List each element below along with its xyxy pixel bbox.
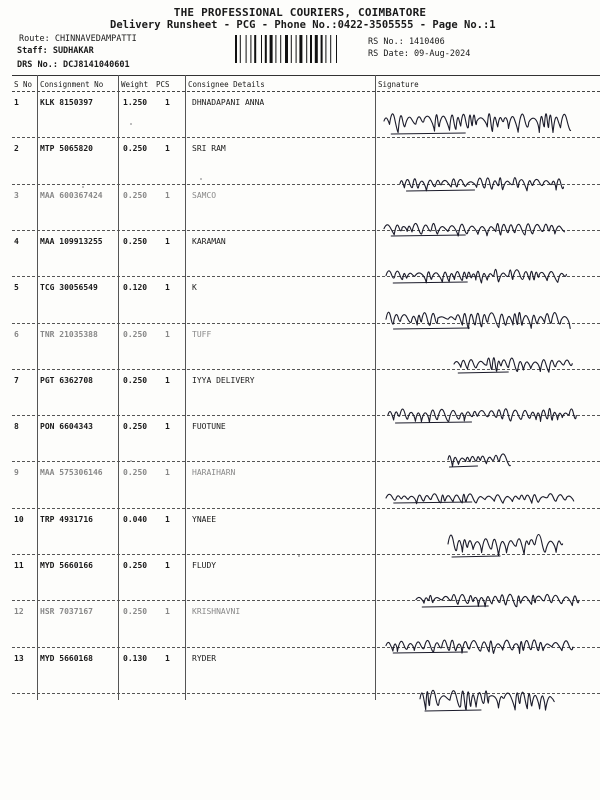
- row-weight: 0.250: [123, 144, 148, 154]
- row-weight: 0.130: [123, 653, 148, 663]
- row-weight: 1.250: [123, 98, 148, 107]
- paper-speck: [130, 123, 132, 125]
- row-weight: 0.250: [123, 375, 148, 385]
- col-head-pcs: PCS: [156, 80, 170, 89]
- row-consignment-no: PON 6604343: [40, 422, 93, 432]
- handwritten-signature: [384, 260, 569, 286]
- row-weight: 0.250: [123, 468, 148, 478]
- row-weight: 0.120: [123, 283, 148, 293]
- row-consignment-no: MYD 5660166: [40, 561, 93, 570]
- col-head-consignee: Consignee Details: [188, 80, 265, 89]
- handwritten-signature: [382, 213, 567, 239]
- row-pcs: 1: [165, 283, 170, 293]
- row-consignee: IYYA DELIVERY: [192, 375, 255, 385]
- row-consignment-no: MTP 5065820: [40, 144, 93, 154]
- row-sno: 10: [14, 514, 24, 524]
- handwritten-signature: [414, 584, 579, 610]
- row-pcs: 1: [165, 144, 170, 154]
- row-sno: 3: [14, 190, 19, 200]
- staff-label: Staff: SUDHAKAR: [17, 46, 94, 56]
- paper-speck: [130, 460, 132, 462]
- row-consignment-no: MYD 5660168: [40, 653, 93, 663]
- table-top-border: [12, 75, 600, 76]
- column-divider: [118, 75, 119, 700]
- row-sno: 4: [14, 236, 19, 246]
- handwritten-signature: [384, 300, 574, 332]
- row-divider: [12, 508, 600, 509]
- row-pcs: 1: [165, 375, 170, 385]
- handwritten-signature: [418, 676, 558, 714]
- rs-date: RS Date: 09-Aug-2024: [368, 49, 471, 59]
- row-pcs: 1: [165, 561, 170, 570]
- row-pcs: 1: [165, 422, 170, 432]
- col-head-weight: Weight: [121, 80, 149, 89]
- row-consignee: RYDER: [192, 653, 217, 663]
- row-consignment-no: TNR 21035388: [40, 329, 98, 339]
- handwritten-signature: [446, 444, 516, 470]
- row-pcs: 1: [165, 329, 170, 339]
- row-consignee: K: [192, 283, 197, 293]
- row-consignee: YNAEE: [192, 514, 217, 524]
- row-consignee: SRI RAM: [192, 144, 226, 154]
- handwritten-signature: [384, 630, 569, 656]
- row-consignee: KARAMAN: [192, 236, 226, 246]
- row-sno: 12: [14, 607, 24, 617]
- row-sno: 5: [14, 283, 19, 293]
- row-pcs: 1: [165, 236, 170, 246]
- company-title: THE PROFESSIONAL COURIERS, COIMBATORE: [173, 6, 427, 19]
- row-consignment-no: PGT 6362708: [40, 375, 93, 385]
- row-sno: 2: [14, 144, 19, 154]
- row-consignee: FLUDY: [192, 561, 217, 570]
- row-consignee: DHNADAPANI ANNA: [192, 98, 265, 107]
- row-consignment-no: MAA 575306146: [40, 468, 103, 478]
- row-pcs: 1: [165, 98, 170, 107]
- row-consignment-no: MAA 600367424: [40, 190, 103, 200]
- row-sno: 11: [14, 561, 24, 570]
- row-consignee: HARAIHARN: [192, 468, 236, 478]
- row-pcs: 1: [165, 514, 170, 524]
- column-divider: [375, 75, 376, 700]
- row-divider: [12, 137, 600, 138]
- row-consignee: KRISHNAVNI: [192, 607, 241, 617]
- row-consignee: SAMCO: [192, 190, 217, 200]
- row-pcs: 1: [165, 653, 170, 663]
- handwritten-signature: [382, 97, 567, 137]
- col-head-signature: Signature: [378, 80, 419, 89]
- route-label: Route: CHINNAVEDAMPATTI: [19, 34, 137, 44]
- barcode-image: [234, 35, 362, 63]
- runsheet-subtitle: Delivery Runsheet - PCG - Phone No.:0422-3505555 - Page No.:1: [110, 19, 496, 31]
- table-header-border: [12, 91, 600, 92]
- row-weight: 0.250: [123, 607, 148, 617]
- col-head-consignment: Consignment No: [40, 80, 104, 89]
- row-sno: 7: [14, 375, 19, 385]
- row-consignee: TUFF: [192, 329, 212, 339]
- row-consignee: FUOTUNE: [192, 422, 226, 432]
- paper-speck: [200, 178, 202, 180]
- row-weight: 0.250: [123, 422, 148, 432]
- row-consignment-no: KLK 8150397: [40, 98, 93, 107]
- handwritten-signature: [398, 168, 568, 194]
- row-weight: 0.250: [123, 236, 148, 246]
- column-divider: [37, 75, 38, 700]
- paper-speck: [298, 555, 300, 557]
- row-sno: 9: [14, 468, 19, 478]
- row-weight: 0.250: [123, 190, 148, 200]
- row-pcs: 1: [165, 190, 170, 200]
- row-sno: 6: [14, 329, 19, 339]
- col-head-sno: S No: [14, 80, 33, 89]
- handwritten-signature: [384, 486, 579, 506]
- row-weight: 0.040: [123, 514, 148, 524]
- row-pcs: 1: [165, 468, 170, 478]
- handwritten-signature: [386, 398, 576, 426]
- handwritten-signature: [452, 346, 577, 376]
- row-consignment-no: HSR 7037167: [40, 607, 93, 617]
- row-pcs: 1: [165, 607, 170, 617]
- column-divider: [185, 75, 186, 700]
- row-consignment-no: TCG 30056549: [40, 283, 98, 293]
- row-weight: 0.250: [123, 329, 148, 339]
- handwritten-signature: [446, 520, 566, 560]
- row-sno: 1: [14, 98, 19, 107]
- drs-number: DRS No.: DCJ8141040601: [17, 60, 130, 70]
- row-weight: 0.250: [123, 561, 148, 570]
- rs-number: RS No.: 1410406: [368, 37, 445, 47]
- row-consignment-no: TRP 4931716: [40, 514, 93, 524]
- row-consignment-no: MAA 109913255: [40, 236, 103, 246]
- paper-speck: [82, 186, 84, 188]
- row-sno: 13: [14, 653, 24, 663]
- row-sno: 8: [14, 422, 19, 432]
